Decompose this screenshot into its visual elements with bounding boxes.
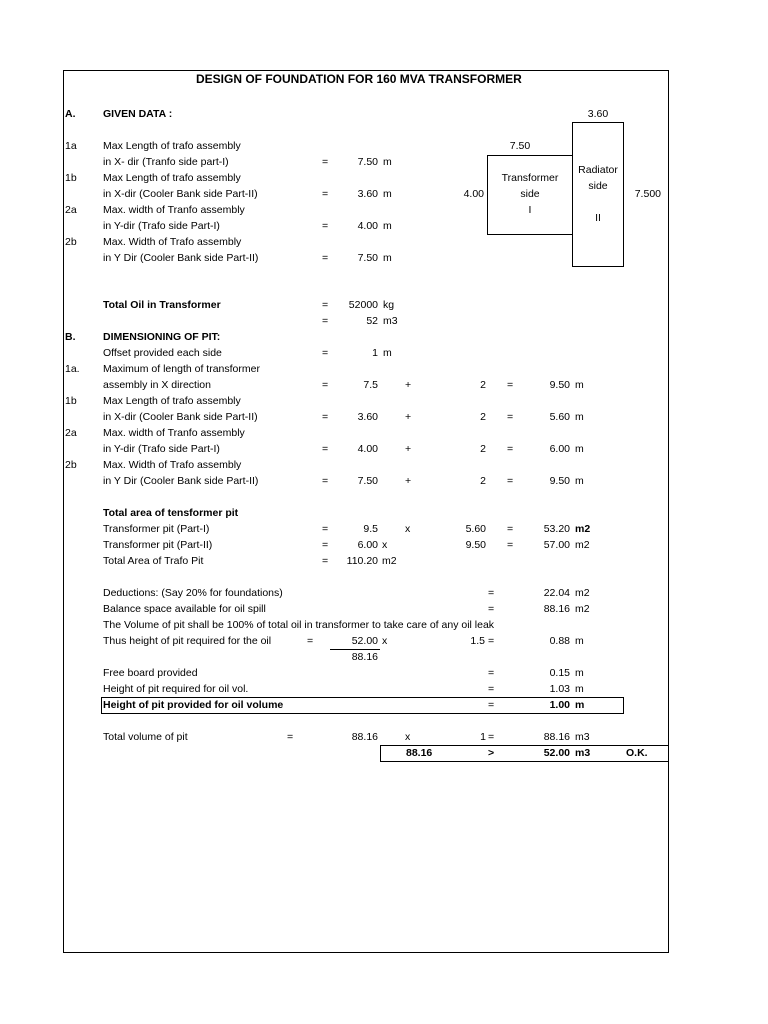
row-label-line1: Max. Width of Trafo assembly xyxy=(103,236,242,248)
radiator-width-dim: 7.500 xyxy=(634,188,661,200)
row-label-line2: in Y Dir (Cooler Bank side Part-II) xyxy=(103,475,259,487)
value: 4.00 xyxy=(357,220,378,232)
equals-sign: = xyxy=(507,411,514,423)
total-oil-kg: 52000 xyxy=(348,299,378,311)
check-volume: 88.16 xyxy=(406,747,433,759)
transformer-label-2: side xyxy=(520,188,540,200)
total-oil-label: Total Oil in Transformer xyxy=(103,299,221,311)
unit: m xyxy=(575,699,585,711)
check-operator: > xyxy=(488,747,495,759)
row-label-line2: in Y Dir (Cooler Bank side Part-II) xyxy=(103,252,259,264)
total-volume-value: 88.16 xyxy=(543,731,570,743)
radiator-label-2: side xyxy=(588,180,608,192)
equals-sign: = xyxy=(488,667,495,679)
row-label-line2: in X-dir (Cooler Bank side Part-II) xyxy=(103,188,258,200)
height-provided-value: 1.00 xyxy=(549,699,570,711)
unit: m xyxy=(575,683,584,695)
total-area-label: Total Area of Trafo Pit xyxy=(103,555,204,567)
denominator: 88.16 xyxy=(351,651,378,663)
operator: x xyxy=(405,731,411,743)
operand-a: 6.00 xyxy=(357,539,378,551)
result: 9.50 xyxy=(549,379,570,391)
height-provided-label: Height of pit provided for oil volume xyxy=(103,699,284,711)
operand-b: 2 xyxy=(480,443,486,455)
unit: m xyxy=(575,667,584,679)
balance-label: Balance space available for oil spill xyxy=(103,603,266,615)
unit: m xyxy=(383,220,392,232)
operand-b: 9.50 xyxy=(465,539,486,551)
section-b-heading: DIMENSIONING OF PIT: xyxy=(103,331,221,343)
operator: + xyxy=(405,443,412,455)
unit: m2 xyxy=(382,555,397,567)
row-label-line2: in Y-dir (Trafo side Part-I) xyxy=(103,220,220,232)
transformer-label-1: Transformer xyxy=(501,172,559,184)
equals-sign: = xyxy=(322,156,329,168)
freeboard-label: Free board provided xyxy=(103,667,198,679)
section-a-number: A. xyxy=(65,108,76,120)
row-label-line2: in X-dir (Cooler Bank side Part-II) xyxy=(103,411,258,423)
radiator-label-1: Radiator xyxy=(578,164,618,176)
height-for-oil-value: 1.03 xyxy=(549,683,570,695)
operator: x xyxy=(382,539,388,551)
row-number: 2a xyxy=(65,427,77,439)
height-required-value: 0.88 xyxy=(549,635,570,647)
operand-a: 88.16 xyxy=(351,731,378,743)
result: 9.50 xyxy=(549,475,570,487)
check-oil-volume: 52.00 xyxy=(543,747,570,759)
unit: m xyxy=(383,347,392,359)
equals-sign: = xyxy=(307,635,314,647)
offset-label: Offset provided each side xyxy=(103,347,222,359)
row-label-line2: in X- dir (Tranfo side part-I) xyxy=(103,156,229,168)
operand-a: 7.5 xyxy=(363,379,378,391)
unit: m xyxy=(575,443,584,455)
deductions-value: 22.04 xyxy=(543,587,570,599)
equals-sign: = xyxy=(488,635,495,647)
equals-sign: = xyxy=(322,539,329,551)
total-oil-m3: 52 xyxy=(366,315,378,327)
total-volume-label: Total volume of pit xyxy=(103,731,188,743)
equals-sign: = xyxy=(507,523,514,535)
numerator: 52.00 xyxy=(351,635,378,647)
equals-sign: = xyxy=(488,683,495,695)
unit: m2 xyxy=(575,523,591,535)
unit: m xyxy=(575,411,584,423)
operand-a: 4.00 xyxy=(357,443,378,455)
equals-sign: = xyxy=(507,379,514,391)
radiator-length-dim: 3.60 xyxy=(587,108,609,120)
operator: + xyxy=(405,475,412,487)
result: 6.00 xyxy=(549,443,570,455)
unit: m3 xyxy=(575,731,590,743)
row-label-line2: assembly in X direction xyxy=(103,379,211,391)
equals-sign: = xyxy=(322,347,329,359)
check-status: O.K. xyxy=(626,747,648,759)
row-number: 1a. xyxy=(65,363,80,375)
operator: x xyxy=(382,635,388,647)
row-label-line2: in Y-dir (Trafo side Part-I) xyxy=(103,443,220,455)
equals-sign: = xyxy=(322,443,329,455)
page-title: DESIGN OF FOUNDATION FOR 160 MVA TRANSFORMER xyxy=(196,72,522,86)
height-for-oil-label: Height of pit required for oil vol. xyxy=(103,683,249,695)
factor: 1.5 xyxy=(470,635,485,647)
section-b-number: B. xyxy=(65,331,76,343)
transformer-label-3: I xyxy=(528,204,532,216)
equals-sign: = xyxy=(507,443,514,455)
equals-sign: = xyxy=(322,220,329,232)
operator: x xyxy=(405,523,411,535)
balance-value: 88.16 xyxy=(543,603,570,615)
operand-b: 2 xyxy=(480,475,486,487)
result: 57.00 xyxy=(543,539,570,551)
operand-b: 5.60 xyxy=(465,523,486,535)
operand-b: 2 xyxy=(480,411,486,423)
row-number: 2a xyxy=(65,204,77,216)
unit: m xyxy=(575,379,584,391)
equals-sign: = xyxy=(507,475,514,487)
operand-a: 9.5 xyxy=(363,523,378,535)
deductions-label: Deductions: (Say 20% for foundations) xyxy=(103,587,283,599)
unit: kg xyxy=(383,299,395,311)
freeboard-value: 0.15 xyxy=(549,667,570,679)
row-label-line1: Max. width of Tranfo assembly xyxy=(103,427,245,439)
unit: m2 xyxy=(575,539,590,551)
equals-sign: = xyxy=(322,315,329,327)
equals-sign: = xyxy=(488,587,495,599)
height-required-label: Thus height of pit required for the oil xyxy=(103,635,272,647)
equals-sign: = xyxy=(322,555,329,567)
row-label-line1: Max. width of Tranfo assembly xyxy=(103,204,245,216)
equals-sign: = xyxy=(322,252,329,264)
row-number: 1b xyxy=(65,395,77,407)
equals-sign: = xyxy=(322,475,329,487)
unit: m xyxy=(383,252,392,264)
equals-sign: = xyxy=(488,731,495,743)
equals-sign: = xyxy=(488,699,495,711)
equals-sign: = xyxy=(322,411,329,423)
transformer-length-dim: 7.50 xyxy=(509,140,531,152)
operand-a: 7.50 xyxy=(357,475,378,487)
operand-a: 3.60 xyxy=(357,411,378,423)
row-label-line1: Maximum of length of transformer xyxy=(103,363,260,375)
unit: m2 xyxy=(575,603,590,615)
result: 53.20 xyxy=(543,523,570,535)
equals-sign: = xyxy=(488,603,495,615)
unit: m3 xyxy=(383,315,398,327)
value: 7.50 xyxy=(357,252,378,264)
unit: m xyxy=(383,156,392,168)
equals-sign: = xyxy=(322,523,329,535)
value: 7.50 xyxy=(357,156,378,168)
row-label-line1: Max Length of trafo assembly xyxy=(103,395,241,407)
row-number: 1a xyxy=(65,140,77,152)
result: 5.60 xyxy=(549,411,570,423)
equals-sign: = xyxy=(322,379,329,391)
row-label-line1: Max Length of trafo assembly xyxy=(103,172,241,184)
unit: m3 xyxy=(575,747,591,759)
unit: m xyxy=(383,188,392,200)
volume-note: The Volume of pit shall be 100% of total oil in transformer to take care of any oil leak xyxy=(103,619,495,631)
row-label-line1: Max Length of trafo assembly xyxy=(103,140,241,152)
unit: m xyxy=(575,475,584,487)
operand-b: 2 xyxy=(480,379,486,391)
row-number: 2b xyxy=(65,236,77,248)
unit: m2 xyxy=(575,587,590,599)
pit-part2-label: Transformer pit (Part-II) xyxy=(103,539,213,551)
row-number: 1b xyxy=(65,172,77,184)
value: 3.60 xyxy=(357,188,378,200)
row-number: 2b xyxy=(65,459,77,471)
area-heading: Total area of tensformer pit xyxy=(103,507,239,519)
pit-part1-label: Transformer pit (Part-I) xyxy=(103,523,210,535)
operator: + xyxy=(405,411,412,423)
total-area-value: 110.20 xyxy=(346,555,378,567)
section-a-heading: GIVEN DATA : xyxy=(103,108,173,120)
offset-value: 1 xyxy=(372,347,378,359)
operand-b: 1 xyxy=(480,731,486,743)
equals-sign: = xyxy=(507,539,514,551)
operator: + xyxy=(405,379,412,391)
equals-sign: = xyxy=(322,188,329,200)
row-label-line1: Max. Width of Trafo assembly xyxy=(103,459,242,471)
equals-sign: = xyxy=(322,299,329,311)
equals-sign: = xyxy=(287,731,294,743)
unit: m xyxy=(575,635,584,647)
radiator-label-3: II xyxy=(595,212,601,224)
transformer-width-dim: 4.00 xyxy=(463,188,484,200)
radiator-side-box xyxy=(572,122,624,267)
